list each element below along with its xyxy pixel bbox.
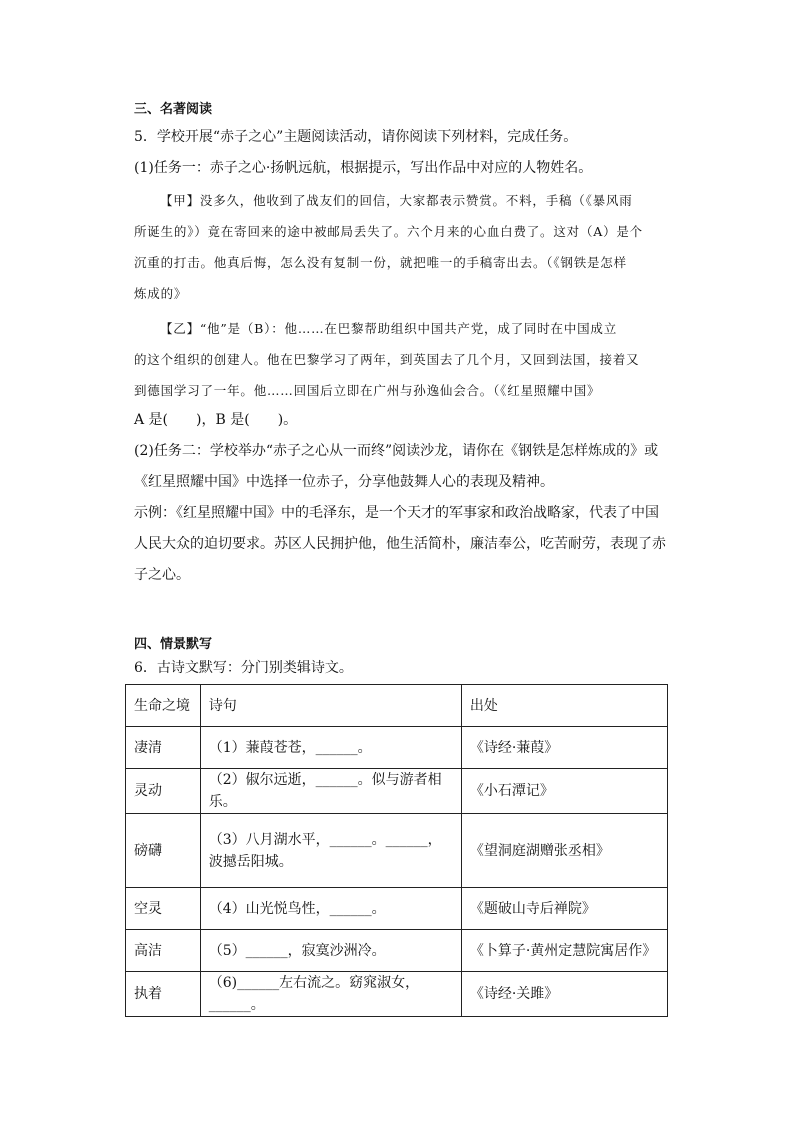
passage-yi-line: 【乙】“他”是（B）：他……在巴黎帮助组织中国共产党，成了同时在中国成立 [160,321,618,336]
verse-cell[interactable]: （3）八月湖水平，______。______，波撼岳阳城。 [200,814,461,888]
passage-jia-line: 炼成的》 [134,286,188,301]
realm-cell: 执着 [126,972,201,1017]
source-cell: 《卜算子·黄州定慧院寓居作》 [461,930,667,972]
verse-cell[interactable]: （5）______，寂寞沙洲冷。 [200,930,461,972]
poetry-table [125,684,668,1017]
verse-cell[interactable]: （6)______左右流之。窈窕淑女，______。 [200,972,461,1017]
example-line: 示例：《红星照耀中国》中的毛泽东，是一个天才的军事家和政治战略家，代表了中国 [134,505,659,521]
table-row [126,727,668,769]
source-cell: 《望洞庭湖赠张丞相》 [461,814,667,888]
passage-yi-line: 的这个组织的创建人。他在巴黎学习了两年，到英国去了几个月，又回到法国，接着又 [134,352,640,367]
passage-yi-line: 到德国学习了一年。他……回国后立即在广州与孙逸仙会合。（《红星照耀中国》 [134,383,601,398]
verse-cell[interactable]: （4）山光悦鸟性，______。 [200,888,461,930]
verse-cell[interactable]: （1）蒹葭苍苍，______。 [200,727,461,769]
realm-cell: 凄清 [126,727,201,769]
answer-a-label: A 是( [134,412,169,428]
question-6-stem: 6．古诗文默写：分门别类辑诗文。 [134,660,353,676]
table-row [126,930,668,972]
realm-cell: 磅礴 [126,814,201,888]
task-2-prompt-line: 《红星照耀中国》中选择一位赤子，分享他鼓舞人心的表现及精神。 [134,474,554,490]
passage-jia-line: 所诞生的》）竟在寄回来的途中被邮局丢失了。六个月来的心血白费了。这对（A）是个 [134,224,643,239]
source-cell: 《题破山寺后禅院》 [461,888,667,930]
question-5-stem: 5．学校开展“赤子之心”主题阅读活动，请你阅读下列材料，完成任务。 [134,129,578,145]
example-line: 子之心。 [134,567,190,583]
verse-cell[interactable]: （2）俶尔远逝，______。似与游者相乐。 [200,769,461,814]
task-2-prompt-line: (2)任务二：学校举办“赤子之心从一而终”阅读沙龙，请你在《钢铁是怎样炼成的》或 [134,443,659,459]
example-line: 人民大众的迫切要求。苏区人民拥护他，他生活简朴，廉洁奉公，吃苦耐劳，表现了赤 [134,536,666,552]
table-row [126,888,668,930]
header-verse: 诗句 [200,685,461,727]
table-row [126,769,668,814]
task-1-prompt: (1)任务一：赤子之心·扬帆远航，根据提示，写出作品中对应的人物姓名。 [134,160,593,176]
realm-cell: 高洁 [126,930,201,972]
source-cell: 《小石潭记》 [461,769,667,814]
table-row [126,814,668,888]
section-4-heading: 四、情景默写 [134,637,213,652]
realm-cell: 灵动 [126,769,201,814]
passage-jia-line: 沉重的打击。他真后悔，怎么没有复制一份，就把唯一的手稿寄出去。（《钢铁是怎样 [134,255,627,270]
header-realm: 生命之境 [126,685,201,727]
answer-end: )。 [277,412,298,428]
answer-line-a-b [134,410,297,430]
table-row [126,972,668,1017]
header-source: 出处 [461,685,667,727]
source-cell: 《诗经·关雎》 [461,972,667,1017]
answer-b-label: )，B 是( [196,412,250,428]
passage-jia-line: 【甲】没多久，他收到了战友们的回信，大家都表示赞赏。不料，手稿（《暴风雨 [160,193,633,208]
realm-cell: 空灵 [126,888,201,930]
source-cell: 《诗经·蒹葭》 [461,727,667,769]
section-3-heading: 三、名著阅读 [134,102,213,117]
table-header-row [126,685,668,727]
